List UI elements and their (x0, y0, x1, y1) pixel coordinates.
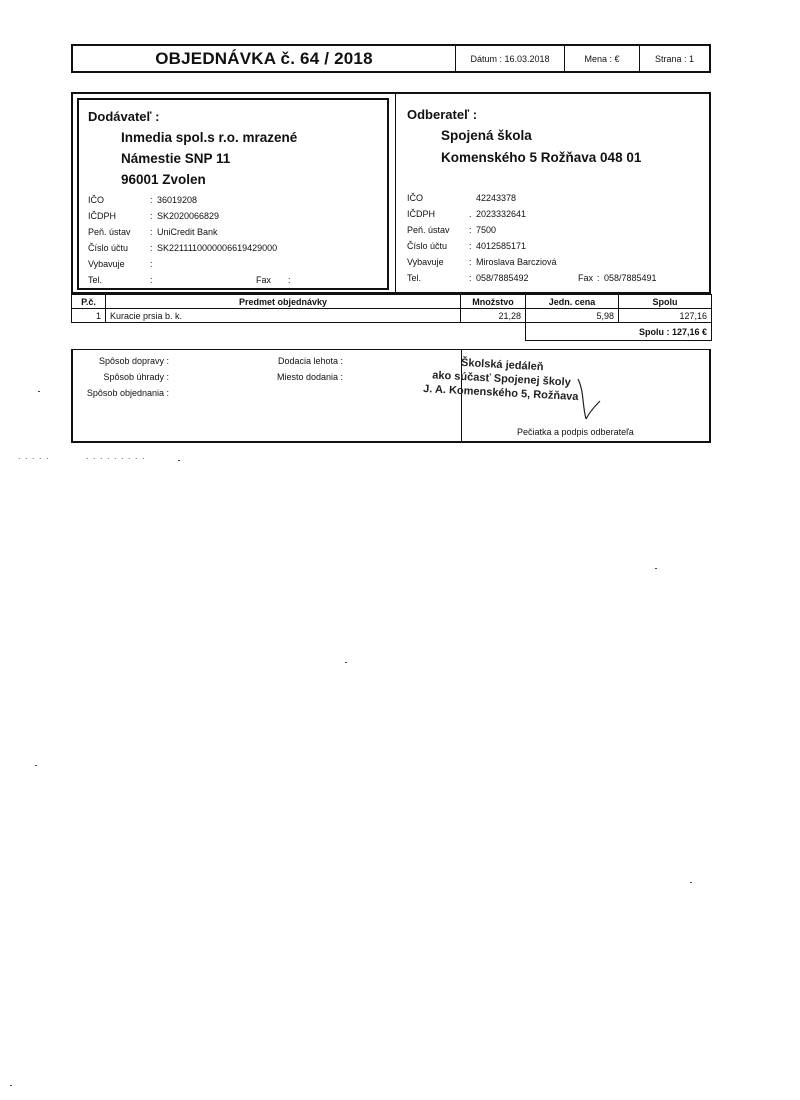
school-stamp (423, 354, 580, 404)
field-label: Číslo účtu (88, 243, 129, 253)
buyer-info: IČO 42243378 IČDPH . 2023332641 Peň. ústav : 7500 Číslo účtu : 4012585171 Vybavuje : Miroslava Barcziová Tel. : 058/7885492 Fax : 058/7885491 (407, 193, 657, 283)
supplier-icdph: SK2020066829 (157, 211, 220, 221)
items-header-row (72, 295, 712, 309)
row-qty: 21,28 (461, 309, 526, 323)
row-total: 127,16 (619, 309, 712, 323)
items-table (71, 294, 712, 341)
field-label: IČO (88, 195, 105, 205)
field-label: Vybavuje (88, 259, 125, 269)
supplier-name-line-1: Inmedia spol.s r.o. mrazené (121, 130, 298, 145)
stamp-line-3: J. A. Komenského 5, Rožňava (422, 382, 579, 404)
order-title: OBJEDNÁVKA č. 64 / 2018 (155, 48, 373, 68)
total-row (72, 323, 712, 341)
order-currency: Mena : € (564, 46, 639, 71)
col-header-qty: Množstvo (461, 295, 526, 309)
signature-mark (570, 375, 610, 425)
supplier-ico: 36019208 (157, 195, 198, 205)
fax-label: Fax (578, 273, 594, 283)
delivery-section (71, 349, 711, 443)
supplier-heading: Dodávateľ : (88, 109, 160, 124)
field-label: Tel. (88, 275, 103, 285)
supplier-bank: UniCredit Bank (157, 227, 218, 237)
buyer-phone: 058/7885492 (476, 273, 529, 283)
stamp-line-1: Školská jedáleň (460, 356, 544, 374)
order-total: Spolu : 127,16 € (526, 323, 712, 341)
buyer-handler: Miroslava Barcziová (476, 257, 557, 267)
parties-block (71, 92, 711, 294)
supplier-info: IČO : 36019208 IČDPH : SK2020066829 Peň. ústav : UniCredit Bank Číslo účtu : SK2211110000006619429000 Vybavuje : Tel. : Fax : (88, 195, 291, 285)
buyer-icdph: 2023332641 (476, 209, 527, 219)
field-label: IČO (407, 193, 424, 203)
payment-label: Spôsob úhrady : (103, 372, 169, 382)
buyer-name-line-1: Spojená škola (441, 128, 532, 143)
scan-artifact: . . . . . . . . . (86, 451, 146, 461)
buyer-name-line-2: Komenského 5 Rožňava 048 01 (441, 150, 642, 165)
col-header-unit-price: Jedn. cena (526, 295, 619, 309)
ordering-label: Spôsob objednania : (86, 388, 169, 398)
field-label: Tel. (407, 273, 422, 283)
buyer-fax: 058/7885491 (604, 273, 657, 283)
field-label: IČDPH (88, 211, 117, 221)
buyer-box (395, 94, 711, 294)
field-label: IČDPH (407, 209, 436, 219)
buyer-heading: Odberateľ : (407, 107, 478, 122)
col-header-total: Spolu (619, 295, 712, 309)
row-unit-price: 5,98 (526, 309, 619, 323)
col-header-no: P.č. (72, 295, 106, 309)
row-item: Kuracie prsia b. k. (106, 309, 461, 323)
delivery-place-label: Miesto dodania : (276, 372, 343, 382)
field-label: Vybavuje (407, 257, 444, 267)
supplier-account: SK2211110000006619429000 (157, 243, 278, 253)
transport-label: Spôsob dopravy : (98, 356, 169, 366)
field-label: Číslo účtu (407, 241, 448, 251)
scan-artifact: . . . . . (18, 451, 50, 461)
supplier-name-line-2: Námestie SNP 11 (121, 151, 231, 166)
stamp-line-2: ako súčasť Spojenej školy (432, 369, 572, 389)
field-label: Peň. ústav (407, 225, 450, 235)
buyer-bank: 7500 (476, 225, 497, 235)
fax-label: Fax (256, 275, 272, 285)
buyer-account: 4012585171 (476, 241, 527, 251)
table-row (72, 309, 712, 323)
supplier-box (77, 98, 389, 290)
buyer-ico: 42243378 (476, 193, 517, 203)
order-date: Dátum : 16.03.2018 (455, 46, 564, 71)
col-header-item: Predmet objednávky (106, 295, 461, 309)
supplier-name-line-3: 96001 Zvolen (121, 172, 206, 187)
field-label: Peň. ústav (88, 227, 131, 237)
order-header (71, 44, 711, 73)
row-no: 1 (72, 309, 106, 323)
signature-caption: Pečiatka a podpis odberateľa (517, 427, 634, 437)
order-page: Strana : 1 (639, 46, 709, 71)
delivery-time-label: Dodacia lehota : (277, 356, 343, 366)
